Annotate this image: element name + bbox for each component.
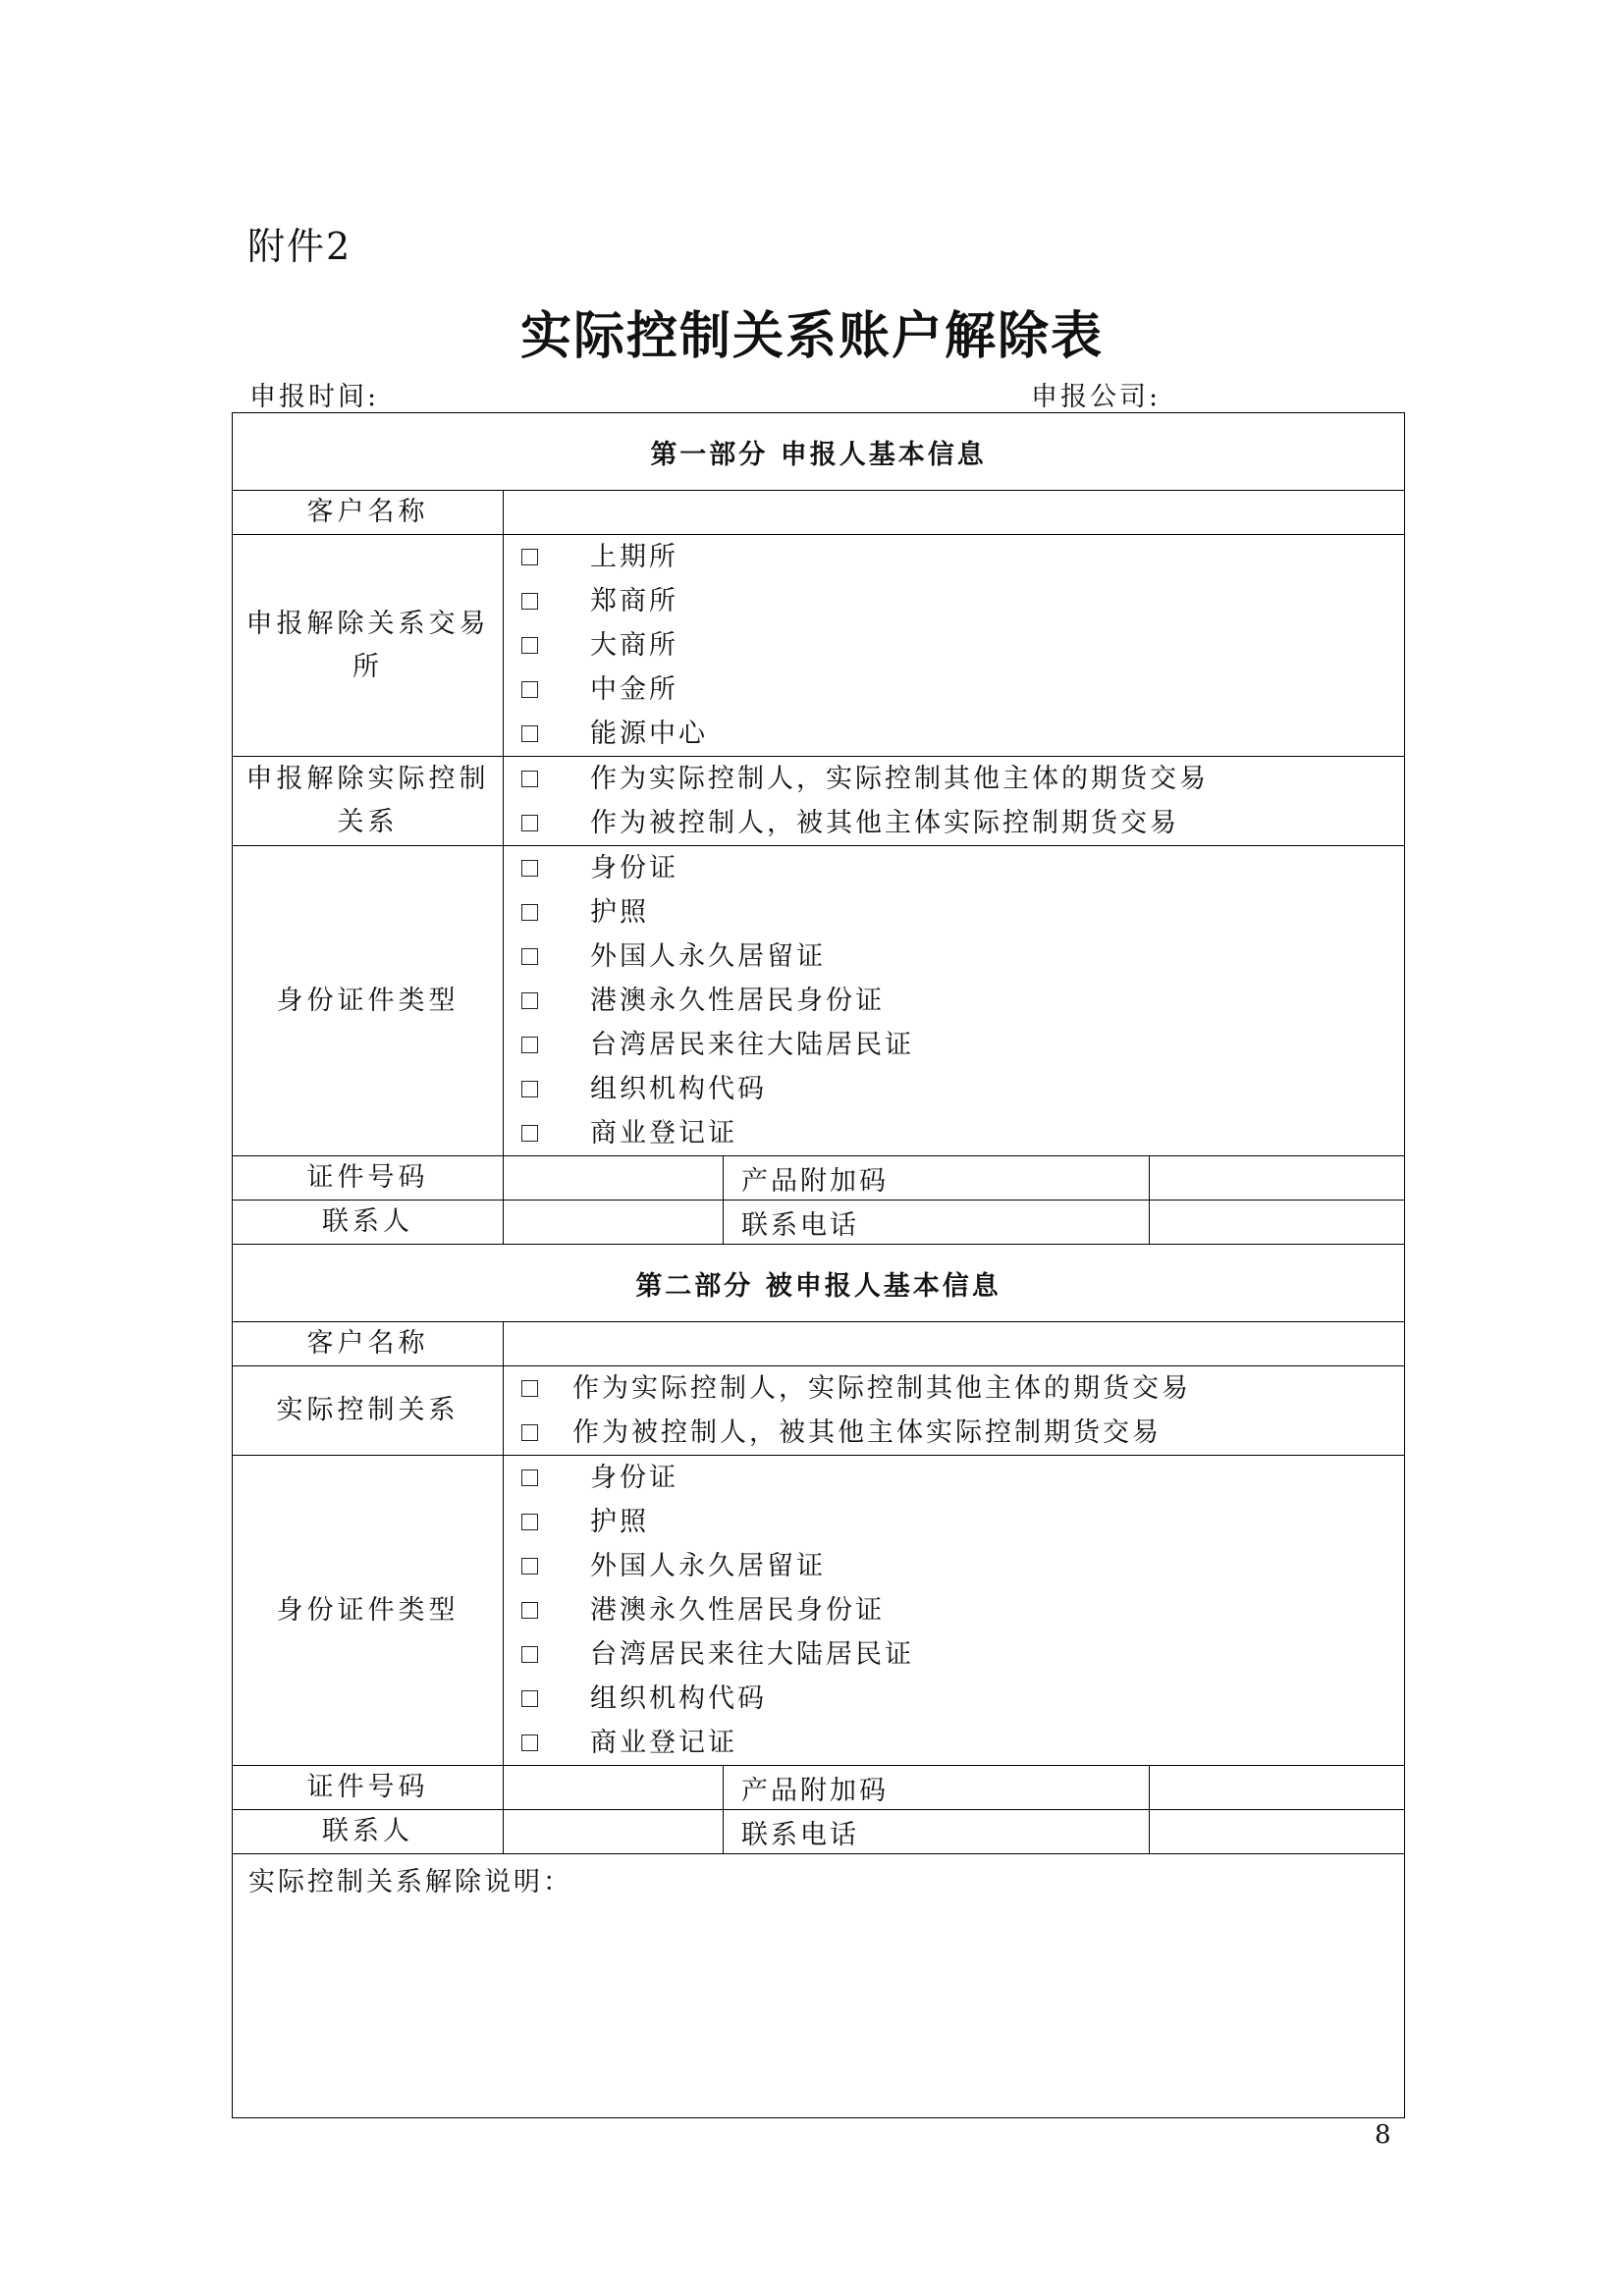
- s1-id-number-label: 证件号码: [233, 1156, 504, 1201]
- checkbox[interactable]: [521, 771, 538, 787]
- s1-product-code-field[interactable]: [1150, 1156, 1405, 1201]
- checkbox[interactable]: [521, 1469, 538, 1486]
- report-company-label: 申报公司:: [1031, 382, 1162, 412]
- s1-id-type-option[interactable]: 商业登记证: [504, 1111, 1404, 1155]
- release-note-label: 实际控制关系解除说明：: [248, 1867, 572, 1897]
- s1-relation-label-line1: 申报解除实际控制: [245, 764, 490, 794]
- checkbox[interactable]: [521, 1125, 538, 1142]
- s1-contact-label: 联系人: [233, 1201, 504, 1245]
- s1-product-code-label: 产品附加码: [724, 1156, 1150, 1201]
- s1-id-type-option[interactable]: 台湾居民来往大陆居民证: [504, 1023, 1404, 1067]
- s2-id-type-option[interactable]: 外国人永久居留证: [504, 1544, 1404, 1588]
- s1-contact-field[interactable]: [504, 1201, 724, 1245]
- checkbox[interactable]: [521, 1514, 538, 1530]
- report-time-label: 申报时间:: [249, 382, 380, 412]
- s2-id-type-option[interactable]: 港澳永久性居民身份证: [504, 1588, 1404, 1632]
- s2-relation-option[interactable]: 作为实际控制人，实际控制其他主体的期货交易: [504, 1366, 1404, 1411]
- s1-exchange-option[interactable]: 郑商所: [504, 579, 1404, 623]
- s1-id-type-option[interactable]: 外国人永久居留证: [504, 934, 1404, 979]
- s2-id-type-label: 身份证件类型: [233, 1456, 504, 1766]
- s1-relation-option[interactable]: 作为实际控制人，实际控制其他主体的期货交易: [504, 757, 1404, 801]
- s1-relation-label: [233, 757, 504, 846]
- checkbox[interactable]: [521, 860, 538, 877]
- checkbox[interactable]: [521, 1558, 538, 1575]
- s1-id-type-label: 身份证件类型: [233, 846, 504, 1156]
- checkbox[interactable]: [521, 1424, 538, 1441]
- s1-relation-option[interactable]: 作为被控制人，被其他主体实际控制期货交易: [504, 801, 1404, 845]
- s1-id-type-option[interactable]: 港澳永久性居民身份证: [504, 979, 1404, 1023]
- s1-exchange-option[interactable]: 上期所: [504, 535, 1404, 579]
- s1-customer-name-field[interactable]: [504, 491, 1405, 535]
- checkbox[interactable]: [521, 1380, 538, 1397]
- checkbox[interactable]: [521, 815, 538, 831]
- s2-product-code-field[interactable]: [1150, 1766, 1405, 1810]
- s1-exchange-label: [233, 535, 504, 757]
- s1-relation-label-line2: 关系: [337, 807, 399, 837]
- s1-exchange-option[interactable]: 中金所: [504, 667, 1404, 712]
- s2-id-type-option[interactable]: 身份证: [504, 1456, 1404, 1500]
- s1-exchange-label-line1: 申报解除关系交易: [245, 608, 490, 639]
- s1-phone-label: 联系电话: [724, 1201, 1150, 1245]
- page-title: 实际控制关系账户解除表: [519, 306, 1104, 366]
- s2-phone-field[interactable]: [1150, 1810, 1405, 1854]
- checkbox[interactable]: [521, 681, 538, 698]
- s1-id-type-option[interactable]: 组织机构代码: [504, 1067, 1404, 1111]
- s2-product-code-label: 产品附加码: [724, 1766, 1150, 1810]
- checkbox[interactable]: [521, 593, 538, 610]
- s1-id-number-field[interactable]: [504, 1156, 724, 1201]
- s1-exchange-label-line2: 所: [352, 651, 383, 682]
- release-note-area[interactable]: [233, 1854, 1405, 2118]
- s1-id-type-option[interactable]: 身份证: [504, 846, 1404, 890]
- checkbox[interactable]: [521, 992, 538, 1009]
- s1-exchange-option[interactable]: 大商所: [504, 623, 1404, 667]
- s2-id-number-label: 证件号码: [233, 1766, 504, 1810]
- checkbox[interactable]: [521, 637, 538, 654]
- s2-phone-label: 联系电话: [724, 1810, 1150, 1854]
- checkbox[interactable]: [521, 1037, 538, 1053]
- checkbox[interactable]: [521, 1602, 538, 1619]
- s2-id-type-option[interactable]: 护照: [504, 1500, 1404, 1544]
- s2-relation-option[interactable]: 作为被控制人，被其他主体实际控制期货交易: [504, 1411, 1404, 1455]
- s2-id-type-option[interactable]: 组织机构代码: [504, 1677, 1404, 1721]
- checkbox[interactable]: [521, 549, 538, 565]
- attachment-label: 附件2: [247, 225, 352, 268]
- s2-id-number-field[interactable]: [504, 1766, 724, 1810]
- s1-phone-field[interactable]: [1150, 1201, 1405, 1245]
- release-form-table: [232, 412, 1405, 2118]
- s2-id-type-option[interactable]: 商业登记证: [504, 1721, 1404, 1765]
- s1-exchange-option[interactable]: 能源中心: [504, 712, 1404, 756]
- checkbox[interactable]: [521, 725, 538, 742]
- page-number: 8: [1375, 2120, 1391, 2150]
- section2-heading: 第二部分 被申报人基本信息: [233, 1245, 1405, 1322]
- s2-relation-label: 实际控制关系: [233, 1366, 504, 1456]
- checkbox[interactable]: [521, 948, 538, 965]
- s2-customer-name-field[interactable]: [504, 1322, 1405, 1366]
- s2-customer-name-label: 客户名称: [233, 1322, 504, 1366]
- section1-heading: 第一部分 申报人基本信息: [233, 413, 1405, 491]
- s1-customer-name-label: 客户名称: [233, 491, 504, 535]
- s2-contact-field[interactable]: [504, 1810, 724, 1854]
- s2-id-type-option[interactable]: 台湾居民来往大陆居民证: [504, 1632, 1404, 1677]
- checkbox[interactable]: [521, 1735, 538, 1751]
- checkbox[interactable]: [521, 1646, 538, 1663]
- s1-id-type-option[interactable]: 护照: [504, 890, 1404, 934]
- s2-contact-label: 联系人: [233, 1810, 504, 1854]
- checkbox[interactable]: [521, 1690, 538, 1707]
- checkbox[interactable]: [521, 904, 538, 921]
- checkbox[interactable]: [521, 1081, 538, 1097]
